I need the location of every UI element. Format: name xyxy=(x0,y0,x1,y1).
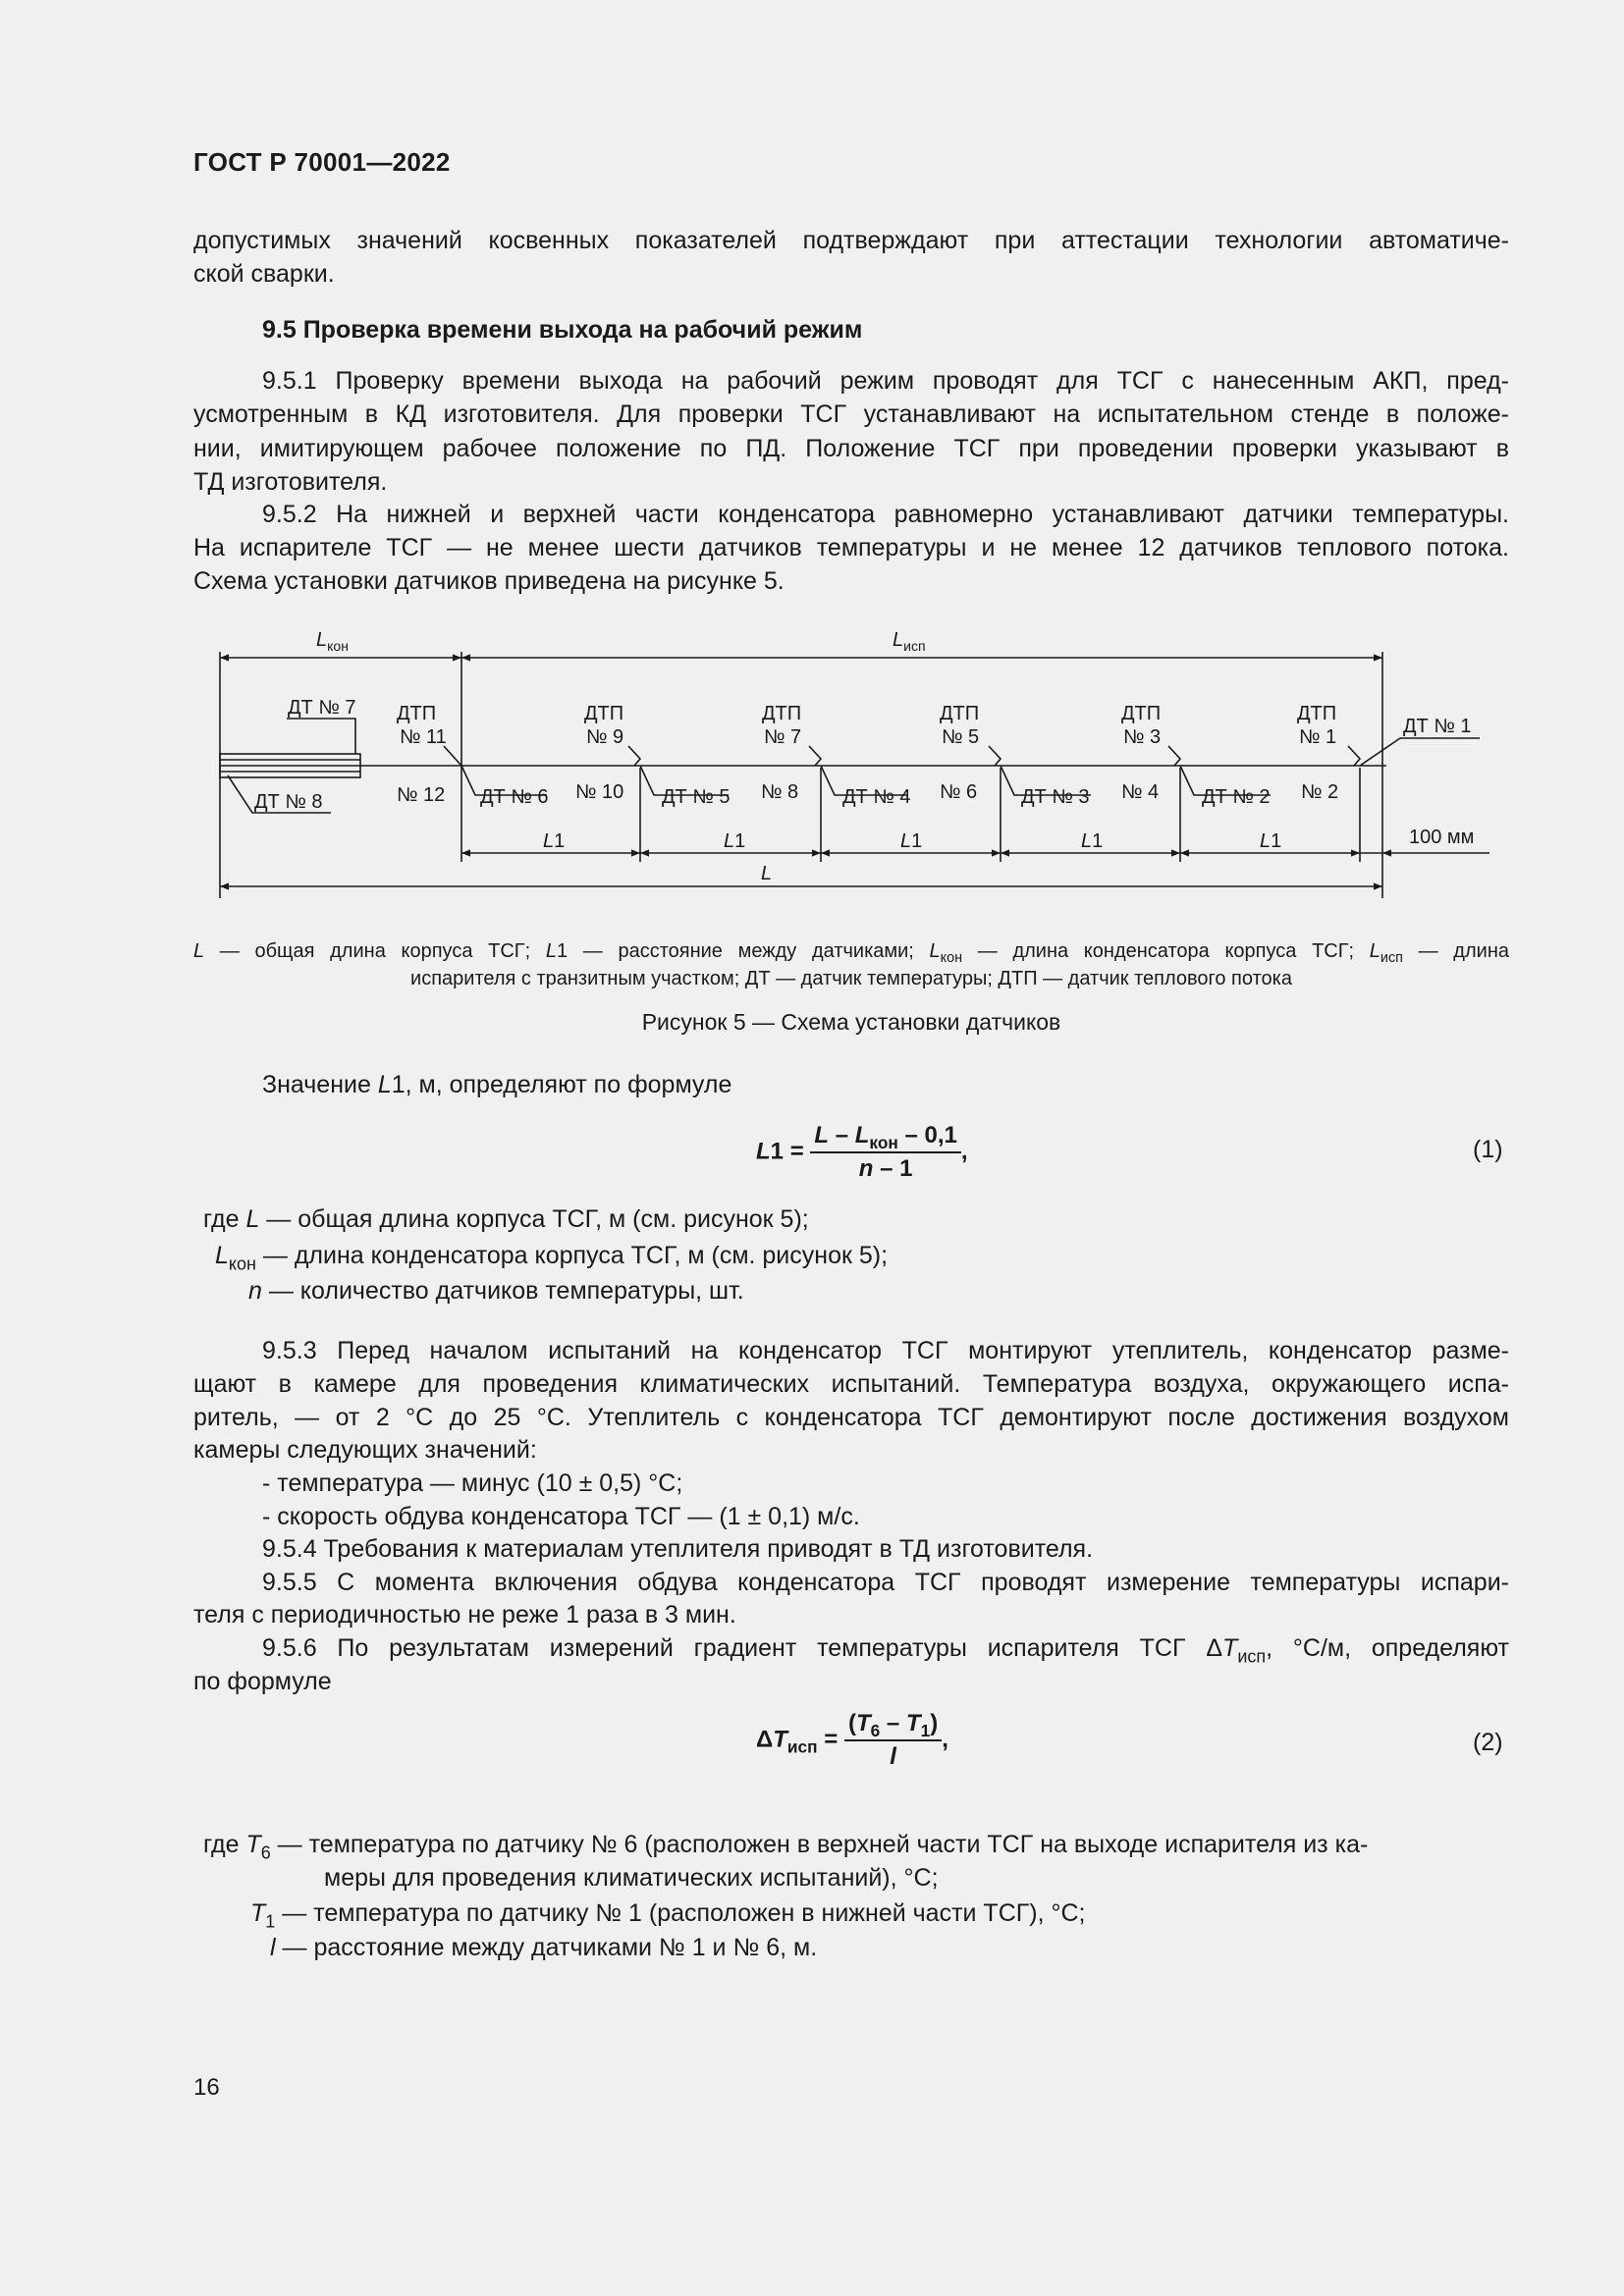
intro-line-2: ской сварки. xyxy=(193,260,335,288)
label-dt3: ДТ № 3 xyxy=(1021,786,1090,808)
p956-line-2: по формуле xyxy=(193,1668,332,1695)
p955-line-1: 9.5.5 С момента включения обдува конденсатора ТСГ проводят измерение температуры испари- xyxy=(262,1569,1509,1596)
where-2-line-4: l — расстояние между датчиками № 1 и № 6, м. xyxy=(270,1934,818,1961)
label-dtp5: № 5 xyxy=(942,726,980,748)
where-1-line-2: $L_{кон}$ — длина конденсатора корпуса ТСГ, м (см. рисунок 5); xyxy=(215,1242,889,1274)
p952-line-1: 9.5.2 На нижней и верхней части конденсатора равномерно устанавливают датчики температуры. xyxy=(262,501,1509,528)
figure-title: Рисунок 5 — Схема установки датчиков xyxy=(641,1009,1061,1035)
label-dtp-word-9: ДТП xyxy=(584,703,624,724)
label-dt7: ДТ № 7 xyxy=(288,697,356,719)
label-l-kon: $L_{кон}$ xyxy=(316,629,349,654)
p956-line-1: 9.5.6 По результатам измерений градиент температуры испарителя ТСГ $\Delta T_{исп}$, °С/м, определяют xyxy=(262,1634,1509,1667)
label-l1-2: L1 xyxy=(724,830,746,852)
where-1-line-1: где L — общая длина корпуса ТСГ, м (см. рисунок 5); xyxy=(203,1205,809,1233)
label-l1-5: L1 xyxy=(1260,830,1282,852)
formula-1: L1 = $\frac{L - L_{кон} - 0,1}{n - 1}$ , xyxy=(756,1122,968,1182)
document-header: ГОСТ Р 70001—2022 xyxy=(193,147,451,177)
p951-line-3: нии, имитирующем рабочее положение по ПД. Положение ТСГ при проведении проверки указывают в xyxy=(193,435,1509,462)
label-dtp11: № 11 xyxy=(400,726,447,748)
legend-line-2: испарителя с транзитным участком; ДТ — датчик температуры; ДТП — датчик теплового потока xyxy=(410,968,1292,989)
label-dtp3: № 3 xyxy=(1123,726,1162,748)
p954: 9.5.4 Требования к материалам утеплителя приводят в ТД изготовителя. xyxy=(262,1535,1094,1563)
p955-line-2: теля с периодичностью не реже 1 раза в 3 мин. xyxy=(193,1601,736,1629)
label-n12: № 12 xyxy=(397,784,446,806)
label-l1-1: L1 xyxy=(543,830,566,852)
intro-line-1: допустимых значений косвенных показателей подтверждают при аттестации технологии автоматиче- xyxy=(193,227,1509,254)
label-n4: № 4 xyxy=(1121,781,1160,803)
page-number: 16 xyxy=(193,2074,220,2101)
p953-line-1: 9.5.3 Перед началом испытаний на конденсатор ТСГ монтируют утеплитель, конденсатор разме- xyxy=(262,1337,1509,1364)
p953-bullet-2: - скорость обдува конденсатора ТСГ — (1 ± 0,1) м/с. xyxy=(262,1503,860,1530)
figure-legend xyxy=(193,937,1509,992)
label-dt4: ДТ № 4 xyxy=(842,786,911,808)
label-dt2: ДТ № 2 xyxy=(1202,786,1271,808)
figure-5-svg xyxy=(193,628,1509,903)
label-100mm: 100 мм xyxy=(1409,827,1475,848)
section-title: 9.5 Проверка времени выхода на рабочий режим xyxy=(262,316,863,344)
where-2-line-1: где $T_6$ — температура по датчику № 6 (расположен в верхней части ТСГ на выходе испарителя из ка- xyxy=(203,1831,1369,1863)
formula-2: $\Delta T_{исп}$ = $\frac{(T_6 - T_1)}{l}$ , xyxy=(756,1710,948,1770)
p951-line-2: усмотренным в КД изготовителя. Для проверки ТСГ устанавливают на испытательном стенде в положе- xyxy=(193,400,1509,428)
label-n6: № 6 xyxy=(940,781,978,803)
label-dt6: ДТ № 6 xyxy=(480,786,549,808)
label-dtp1: № 1 xyxy=(1299,726,1337,748)
label-l1-4: L1 xyxy=(1081,830,1104,852)
p953-line-2: щают в камере для проведения климатических испытаний. Температура воздуха, окружающего испа- xyxy=(193,1370,1509,1398)
label-dtp-word-3: ДТП xyxy=(1121,703,1162,724)
formula-1-fraction: $\frac{L - L_{кон} - 0,1}{n - 1}$ xyxy=(810,1122,960,1183)
label-total-l: L xyxy=(761,863,773,884)
where-2-line-2: меры для проведения климатических испытаний), °С; xyxy=(324,1864,939,1892)
p952-line-3: Схема установки датчиков приведена на рисунке 5. xyxy=(193,567,785,595)
legend-line-1: L — общая длина корпуса ТСГ; L1 — расстояние между датчиками; $L_{кон}$ — длина конденсатора корпуса ТСГ; $L_{исп}$ — длина xyxy=(193,940,1509,967)
p953-line-4: камеры следующих значений: xyxy=(193,1436,537,1464)
p952-line-2: На испарителе ТСГ — не менее шести датчиков температуры и не менее 12 датчиков теплового потока. xyxy=(193,534,1509,561)
label-dt8: ДТ № 8 xyxy=(254,791,323,813)
label-l-isp: $L_{исп}$ xyxy=(893,629,926,654)
equation-number-2: (2) xyxy=(1473,1729,1503,1756)
label-dt1: ДТ № 1 xyxy=(1403,716,1472,737)
label-dtp9: № 9 xyxy=(586,726,624,748)
p951-line-4: ТД изготовителя. xyxy=(193,468,388,496)
label-n8: № 8 xyxy=(761,781,799,803)
label-dt5: ДТ № 5 xyxy=(662,786,731,808)
equation-number-1: (1) xyxy=(1473,1136,1503,1163)
figure-5-sensor-scheme xyxy=(193,628,1509,903)
p951-line-1: 9.5.1 Проверку времени выхода на рабочий режим проводят для ТСГ с нанесенным АКП, пред- xyxy=(262,367,1509,395)
label-dtp-word-5: ДТП xyxy=(940,703,980,724)
formula-2-fraction: $\frac{(T_6 - T_1)}{l}$ xyxy=(844,1710,942,1771)
p953-line-3: ритель, — от 2 °С до 25 °С. Утеплитель с конденсатора ТСГ демонтируют после достижения воздухом xyxy=(193,1404,1509,1431)
label-l1-3: L1 xyxy=(900,830,923,852)
label-n10: № 10 xyxy=(575,781,624,803)
where-2-line-3: $T_1$ — температура по датчику № 1 (расположен в нижней части ТСГ), °С; xyxy=(250,1899,1086,1932)
label-dtp-word-11: ДТП xyxy=(397,703,437,724)
label-dtp7: № 7 xyxy=(764,726,802,748)
p953-bullet-1: - температура — минус (10 ± 0,5) °С; xyxy=(262,1469,683,1497)
label-dtp-word-1: ДТП xyxy=(1297,703,1337,724)
l1-intro: Значение L1, м, определяют по формуле xyxy=(262,1071,732,1098)
label-dtp-word-7: ДТП xyxy=(762,703,802,724)
where-1-line-3: n — количество датчиков температуры, шт. xyxy=(248,1277,744,1305)
label-n2: № 2 xyxy=(1301,781,1339,803)
